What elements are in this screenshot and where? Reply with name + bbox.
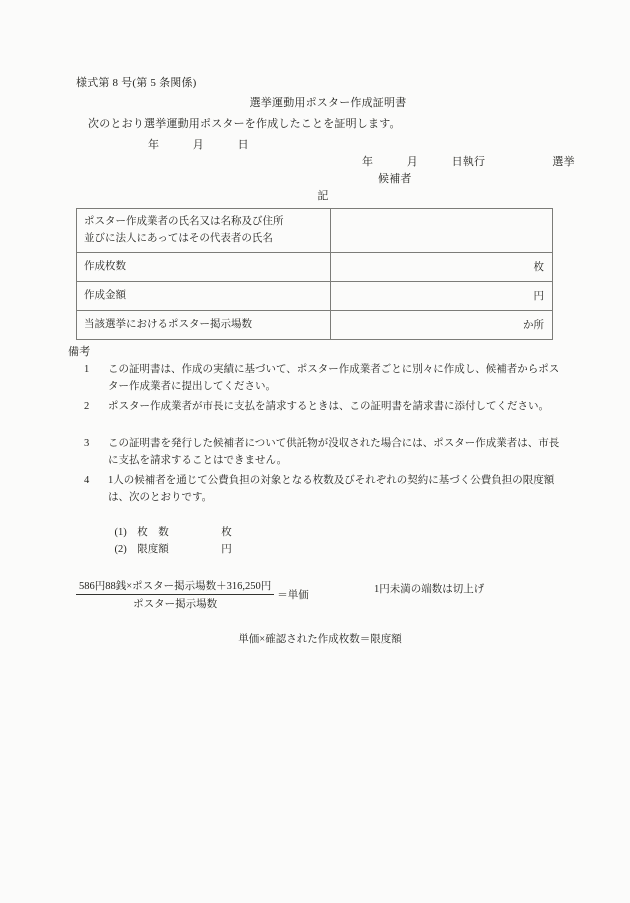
- ki-heading: 記: [317, 190, 329, 202]
- table-label-producer: ポスター作成業者の氏名又は名称及び住所 並びに法人にあってはその代表者の氏名: [77, 209, 331, 253]
- issue-date-field: 年 月 日: [148, 139, 249, 151]
- table-label-quantity: 作成枚数: [77, 252, 331, 281]
- note-item-2: [84, 398, 562, 415]
- formula-numerator: 586円88銭×ポスター掲示場数＋316,250円: [79, 581, 272, 592]
- table-value-quantity[interactable]: 枚: [331, 252, 553, 281]
- note-text: ポスター作成業者が市長に支払を請求するときは、この証明書を請求書に添付してください。: [108, 401, 549, 412]
- poster-detail-table: [76, 208, 553, 340]
- sub-item-unit: 円: [221, 544, 232, 556]
- note-item-1: [84, 361, 562, 395]
- formula-fraction: [76, 578, 274, 611]
- candidate-name-field: 候補者: [378, 173, 412, 185]
- note-item-3: [84, 435, 562, 469]
- table-label-amount: 作成金額: [77, 281, 331, 310]
- table-value-boards[interactable]: か所: [331, 310, 553, 339]
- unit-price-formula: [76, 578, 309, 611]
- note-number: 3: [84, 438, 90, 449]
- note-item-4: [84, 472, 562, 506]
- note-text: 1人の候補者を通じて公費負担の対象となる枚数及びそれぞれの契約に基づく公費負担の限度額は、次のとおりです。: [108, 475, 555, 503]
- sub-item-unit: 枚: [221, 527, 232, 539]
- formula-result: ＝単価: [277, 590, 309, 601]
- sub-item-label: 限度額: [137, 544, 169, 556]
- note-text: この証明書を発行した候補者について供託物が没収された場合には、ポスター作成業者は、市長に支払を請求することはできません。: [108, 438, 560, 466]
- rounding-note: 1円未満の端数は切上げ: [374, 584, 485, 595]
- sub-item-marker: (1): [114, 527, 127, 539]
- formula-denominator: ポスター掲示場数: [133, 599, 218, 610]
- table-label-boards: 当該選挙におけるポスター掲示場数: [77, 310, 331, 339]
- sub-item-marker: (2): [114, 544, 127, 556]
- note-number: 2: [84, 401, 90, 412]
- sub-item-label: 枚 数: [137, 527, 169, 539]
- table-row: [77, 252, 553, 281]
- table-row: [77, 281, 553, 310]
- table-value-producer[interactable]: [331, 209, 553, 253]
- election-date-field: 年 月 日執行 選挙: [362, 156, 575, 168]
- note-number: 4: [84, 475, 90, 486]
- table-value-amount[interactable]: 円: [331, 281, 553, 310]
- intro-statement: 次のとおり選挙運動用ポスターを作成したことを証明します。: [88, 118, 401, 130]
- form-code: 様式第 8 号(第 5 条関係): [76, 77, 197, 89]
- table-row: [77, 310, 553, 339]
- sub-item-limit: [104, 526, 232, 575]
- notes-heading: 備考: [68, 346, 91, 358]
- note-number: 1: [84, 364, 90, 375]
- limit-amount-formula: 単価×確認された作成枚数＝限度額: [238, 634, 402, 645]
- document-title: 選挙運動用ポスター作成証明書: [249, 97, 407, 109]
- table-row: [77, 209, 553, 253]
- note-text: この証明書は、作成の実績に基づいて、ポスター作成業者ごとに別々に作成し、候補者からポスター作成業者に提出してください。: [108, 364, 560, 392]
